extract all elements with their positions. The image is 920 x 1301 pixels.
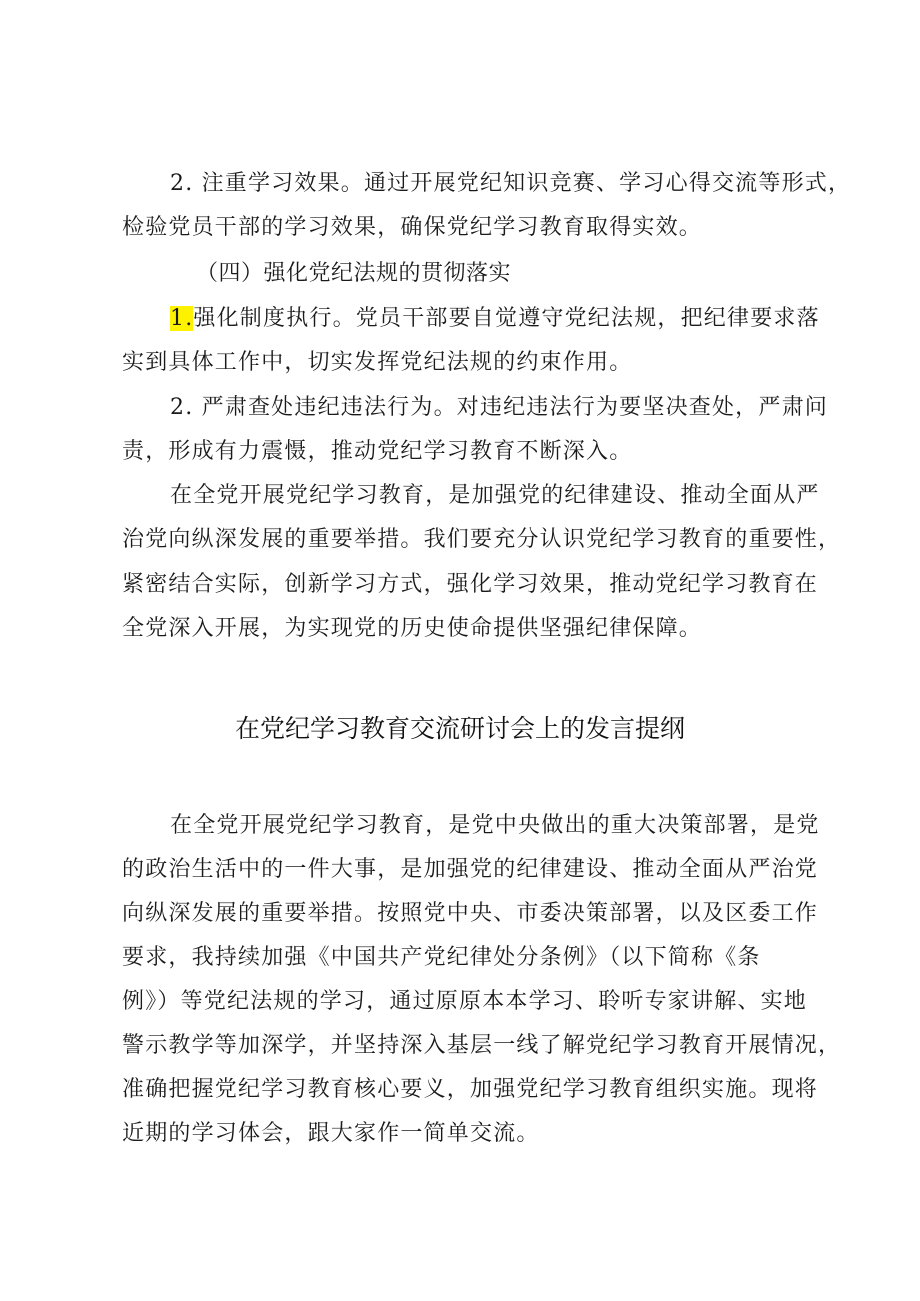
paragraph-line: 警示教学等加深学，并坚持深入基层一线了解党纪学习教育开展情况， [122,1033,842,1058]
paragraph-line: 准确把握党纪学习教育核心要义，加强党纪学习教育组织实施。现将 [122,1077,819,1102]
paragraph-line [170,304,870,334]
paragraph-line: 的政治生活中的一件大事，是加强党的纪律建设、推动全面从严治党 [122,857,819,882]
highlighted-number: 1. [170,306,194,331]
paragraph-line: 全党深入开展，为实现党的历史使命提供坚强纪律保障。 [122,616,703,641]
paragraph-line: 在全党开展党纪学习教育，是党中央做出的重大决策部署，是党 [170,813,820,838]
paragraph-line: 紧密结合实际，创新学习方式，强化学习效果，推动党纪学习教育在 [122,572,819,597]
paragraph-line: 向纵深发展的重要举措。按照党中央、市委决策部署，以及区委工作 [122,901,819,926]
section-heading: （四）强化党纪法规的贯彻落实 [196,261,512,286]
paragraph-line: 检验党员干部的学习效果，确保党纪学习教育取得实效。 [122,215,703,240]
paragraph-line: 治党向纵深发展的重要举措。我们要充分认识党纪学习教育的重要性， [122,527,842,552]
paragraph-line: 例》）等党纪法规的学习，通过原原本本学习、聆听专家讲解、实地 [122,989,808,1014]
paragraph-line: 近期的学习体会，跟大家作一简单交流。 [122,1121,540,1146]
paragraph-line: 实到具体工作中，切实发挥党纪法规的约束作用。 [122,350,633,375]
document-title: 在党纪学习教育交流研讨会上的发言提纲 [234,714,685,743]
paragraph-line: 2. 严肃查处违纪违法行为。对违纪违法行为要坚决查处，严肃问 [170,395,828,420]
paragraph-line: 责，形成有力震慑，推动党纪学习教育不断深入。 [122,439,633,464]
paragraph-line: 在全党开展党纪学习教育，是加强党的纪律建设、推动全面从严 [170,483,820,508]
paragraph-line: 要求，我持续加强《中国共产党纪律处分条例》（以下简称《条 [122,945,761,970]
paragraph-line: 2. 注重学习效果。通过开展党纪知识竞赛、学习心得交流等形式， [170,171,852,196]
paragraph-text: 强化制度执行。党员干部要自觉遵守党纪法规，把纪律要求落 [193,306,820,331]
